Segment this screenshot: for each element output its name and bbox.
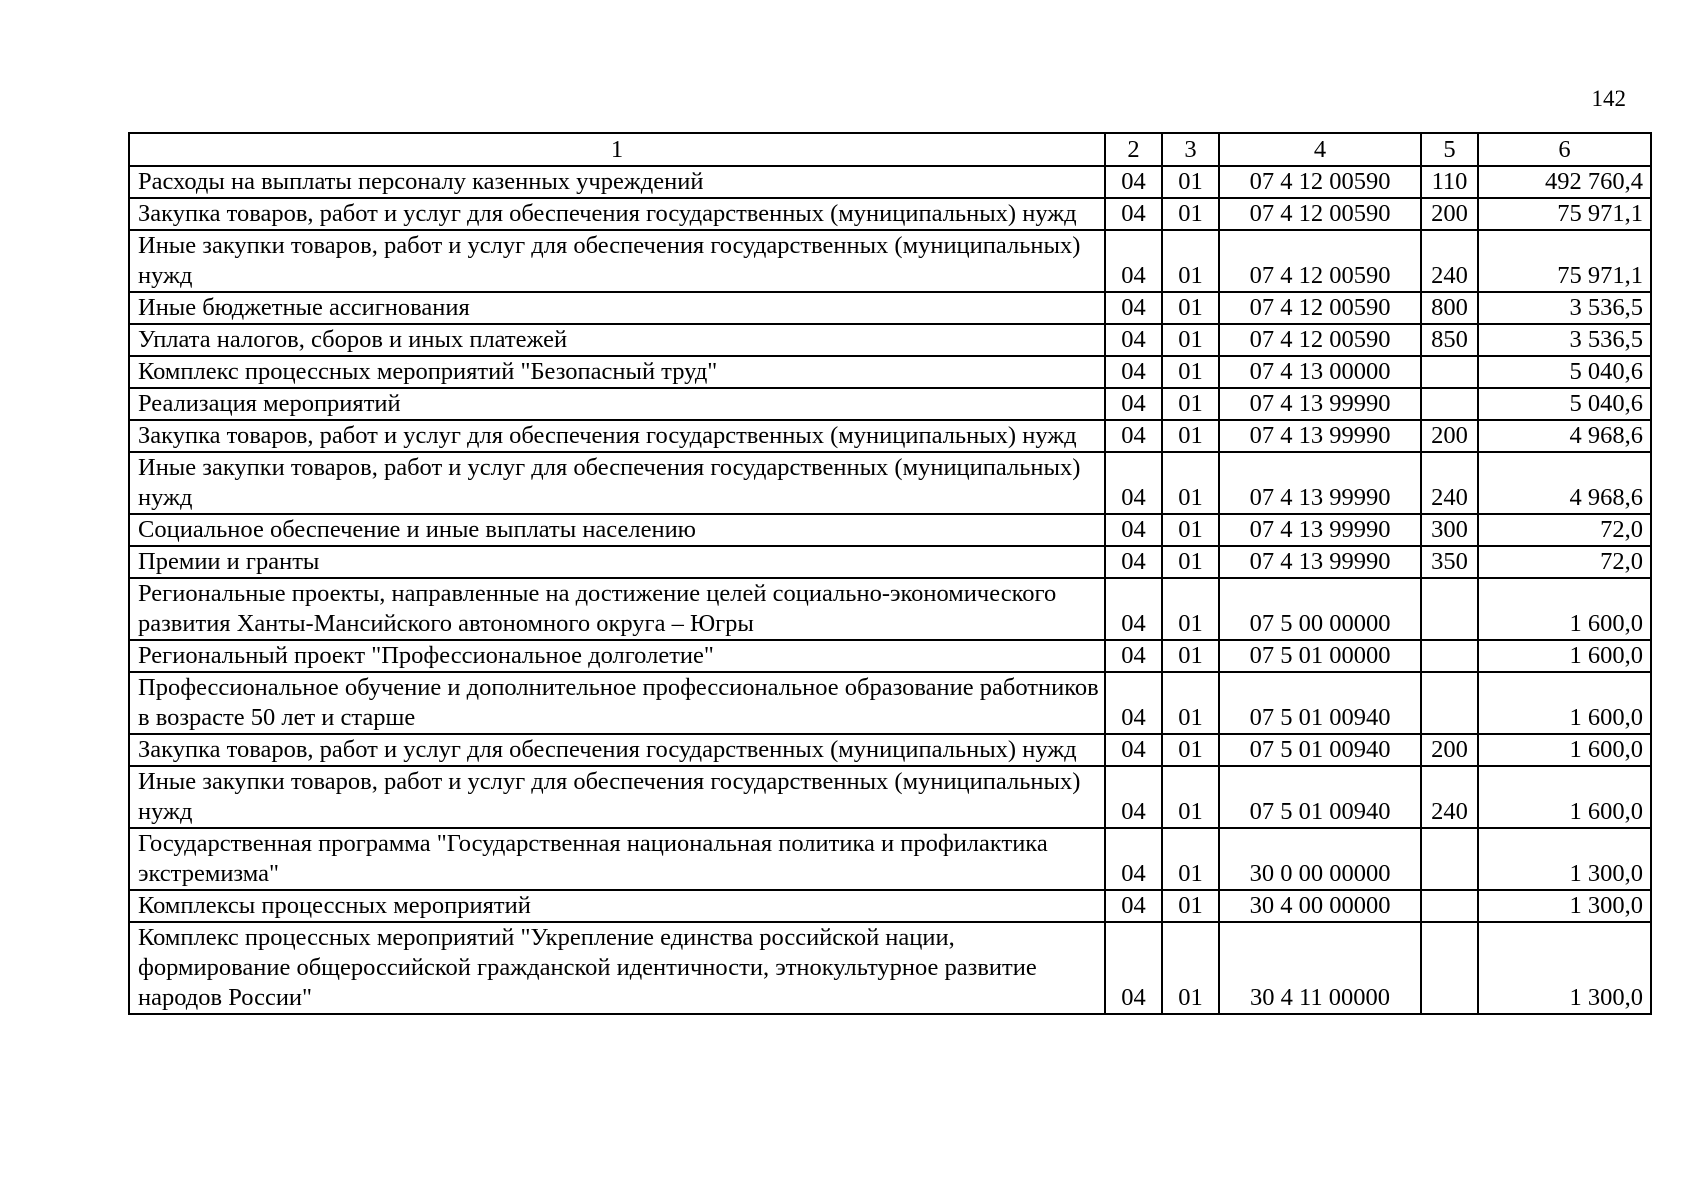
page-number: 142 <box>1591 86 1626 111</box>
cell-subsection: 01 <box>1162 546 1219 578</box>
cell-expense-type <box>1421 922 1478 1014</box>
cell-name: Иные закупки товаров, работ и услуг для обеспечения государственных (муниципальных) нужд <box>129 766 1105 828</box>
cell-section: 04 <box>1105 672 1162 734</box>
cell-expense-type <box>1421 388 1478 420</box>
cell-expense-type: 300 <box>1421 514 1478 546</box>
cell-expense-type: 200 <box>1421 198 1478 230</box>
cell-amount: 72,0 <box>1478 514 1651 546</box>
cell-section: 04 <box>1105 356 1162 388</box>
cell-amount: 1 600,0 <box>1478 734 1651 766</box>
cell-target-article: 07 4 12 00590 <box>1219 292 1421 324</box>
table-row <box>129 198 1651 230</box>
cell-expense-type <box>1421 640 1478 672</box>
cell-amount: 5 040,6 <box>1478 388 1651 420</box>
table-row <box>129 452 1651 514</box>
cell-section: 04 <box>1105 452 1162 514</box>
cell-section: 04 <box>1105 292 1162 324</box>
cell-expense-type: 240 <box>1421 766 1478 828</box>
cell-section: 04 <box>1105 922 1162 1014</box>
cell-expense-type: 800 <box>1421 292 1478 324</box>
cell-amount: 72,0 <box>1478 546 1651 578</box>
cell-subsection: 01 <box>1162 578 1219 640</box>
cell-expense-type <box>1421 890 1478 922</box>
cell-name: Комплекс процессных мероприятий "Безопасный труд" <box>129 356 1105 388</box>
cell-expense-type: 240 <box>1421 230 1478 292</box>
cell-section: 04 <box>1105 890 1162 922</box>
cell-name: Иные закупки товаров, работ и услуг для обеспечения государственных (муниципальных) нужд <box>129 230 1105 292</box>
cell-target-article: 07 5 00 00000 <box>1219 578 1421 640</box>
cell-expense-type: 350 <box>1421 546 1478 578</box>
cell-amount: 1 600,0 <box>1478 766 1651 828</box>
cell-name: Профессиональное обучение и дополнительное профессиональное образование работников в возрасте 50 лет и старше <box>129 672 1105 734</box>
header-row <box>129 133 1651 166</box>
cell-target-article: 07 4 13 99990 <box>1219 420 1421 452</box>
cell-target-article: 30 4 00 00000 <box>1219 890 1421 922</box>
cell-section: 04 <box>1105 420 1162 452</box>
cell-name: Закупка товаров, работ и услуг для обеспечения государственных (муниципальных) нужд <box>129 420 1105 452</box>
cell-amount: 5 040,6 <box>1478 356 1651 388</box>
cell-amount: 1 600,0 <box>1478 578 1651 640</box>
cell-section: 04 <box>1105 546 1162 578</box>
cell-amount: 1 300,0 <box>1478 828 1651 890</box>
cell-amount: 492 760,4 <box>1478 166 1651 198</box>
cell-amount: 4 968,6 <box>1478 452 1651 514</box>
table-row <box>129 890 1651 922</box>
cell-target-article: 07 4 12 00590 <box>1219 166 1421 198</box>
header-col-pr: 3 <box>1162 133 1219 166</box>
header-col-vr: 5 <box>1421 133 1478 166</box>
cell-subsection: 01 <box>1162 890 1219 922</box>
cell-expense-type: 200 <box>1421 420 1478 452</box>
cell-section: 04 <box>1105 578 1162 640</box>
cell-section: 04 <box>1105 198 1162 230</box>
cell-name: Расходы на выплаты персоналу казенных учреждений <box>129 166 1105 198</box>
cell-amount: 1 300,0 <box>1478 890 1651 922</box>
cell-name: Закупка товаров, работ и услуг для обеспечения государственных (муниципальных) нужд <box>129 734 1105 766</box>
cell-section: 04 <box>1105 166 1162 198</box>
cell-expense-type <box>1421 828 1478 890</box>
table-row <box>129 514 1651 546</box>
cell-expense-type: 850 <box>1421 324 1478 356</box>
table-row <box>129 922 1651 1014</box>
cell-target-article: 07 4 12 00590 <box>1219 198 1421 230</box>
cell-target-article: 07 4 13 99990 <box>1219 388 1421 420</box>
cell-subsection: 01 <box>1162 356 1219 388</box>
cell-amount: 1 600,0 <box>1478 640 1651 672</box>
table-row <box>129 734 1651 766</box>
table-row <box>129 292 1651 324</box>
cell-name: Региональный проект "Профессиональное долголетие" <box>129 640 1105 672</box>
cell-target-article: 07 4 13 99990 <box>1219 514 1421 546</box>
cell-name: Премии и гранты <box>129 546 1105 578</box>
table-row <box>129 388 1651 420</box>
header-col-csr: 4 <box>1219 133 1421 166</box>
cell-subsection: 01 <box>1162 230 1219 292</box>
cell-subsection: 01 <box>1162 766 1219 828</box>
cell-subsection: 01 <box>1162 324 1219 356</box>
cell-amount: 3 536,5 <box>1478 292 1651 324</box>
table-row <box>129 324 1651 356</box>
cell-subsection: 01 <box>1162 198 1219 230</box>
cell-target-article: 07 4 12 00590 <box>1219 230 1421 292</box>
header-col-name: 1 <box>129 133 1105 166</box>
table-row <box>129 672 1651 734</box>
cell-amount: 1 300,0 <box>1478 922 1651 1014</box>
cell-section: 04 <box>1105 640 1162 672</box>
cell-target-article: 07 4 13 00000 <box>1219 356 1421 388</box>
header-col-rz: 2 <box>1105 133 1162 166</box>
cell-name: Государственная программа "Государственная национальная политика и профилактика экстремизма" <box>129 828 1105 890</box>
cell-amount: 1 600,0 <box>1478 672 1651 734</box>
cell-target-article: 07 5 01 00000 <box>1219 640 1421 672</box>
cell-amount: 4 968,6 <box>1478 420 1651 452</box>
cell-subsection: 01 <box>1162 640 1219 672</box>
cell-subsection: 01 <box>1162 166 1219 198</box>
cell-section: 04 <box>1105 734 1162 766</box>
cell-section: 04 <box>1105 766 1162 828</box>
cell-name: Социальное обеспечение и иные выплаты населению <box>129 514 1105 546</box>
budget-table <box>128 132 1652 1015</box>
table-row <box>129 578 1651 640</box>
cell-subsection: 01 <box>1162 420 1219 452</box>
cell-subsection: 01 <box>1162 452 1219 514</box>
cell-subsection: 01 <box>1162 922 1219 1014</box>
cell-section: 04 <box>1105 828 1162 890</box>
cell-expense-type: 200 <box>1421 734 1478 766</box>
table-row <box>129 546 1651 578</box>
table-header <box>129 133 1651 166</box>
cell-target-article: 07 5 01 00940 <box>1219 766 1421 828</box>
cell-name: Реализация мероприятий <box>129 388 1105 420</box>
cell-amount: 3 536,5 <box>1478 324 1651 356</box>
cell-target-article: 07 4 13 99990 <box>1219 546 1421 578</box>
cell-name: Комплексы процессных мероприятий <box>129 890 1105 922</box>
table-row <box>129 640 1651 672</box>
cell-name: Комплекс процессных мероприятий "Укрепление единства российской нации, формирование общероссийской гражданской идентичности, этнокультурное развитие народов России" <box>129 922 1105 1014</box>
cell-name: Региональные проекты, направленные на достижение целей социально-экономического развития Ханты-Мансийского автономного округа – Югры <box>129 578 1105 640</box>
cell-target-article: 07 4 13 99990 <box>1219 452 1421 514</box>
cell-target-article: 07 5 01 00940 <box>1219 734 1421 766</box>
cell-target-article: 30 0 00 00000 <box>1219 828 1421 890</box>
cell-amount: 75 971,1 <box>1478 230 1651 292</box>
cell-name: Закупка товаров, работ и услуг для обеспечения государственных (муниципальных) нужд <box>129 198 1105 230</box>
table-row <box>129 828 1651 890</box>
cell-expense-type <box>1421 356 1478 388</box>
cell-subsection: 01 <box>1162 292 1219 324</box>
cell-name: Иные бюджетные ассигнования <box>129 292 1105 324</box>
cell-section: 04 <box>1105 514 1162 546</box>
cell-section: 04 <box>1105 230 1162 292</box>
table-row <box>129 420 1651 452</box>
cell-target-article: 07 4 12 00590 <box>1219 324 1421 356</box>
cell-name: Иные закупки товаров, работ и услуг для обеспечения государственных (муниципальных) нужд <box>129 452 1105 514</box>
cell-section: 04 <box>1105 324 1162 356</box>
cell-expense-type: 110 <box>1421 166 1478 198</box>
table-row <box>129 230 1651 292</box>
cell-subsection: 01 <box>1162 388 1219 420</box>
header-col-sum: 6 <box>1478 133 1651 166</box>
table-body <box>129 166 1651 1014</box>
cell-subsection: 01 <box>1162 514 1219 546</box>
cell-target-article: 30 4 11 00000 <box>1219 922 1421 1014</box>
table-row <box>129 356 1651 388</box>
cell-target-article: 07 5 01 00940 <box>1219 672 1421 734</box>
table-row <box>129 166 1651 198</box>
cell-subsection: 01 <box>1162 828 1219 890</box>
cell-amount: 75 971,1 <box>1478 198 1651 230</box>
cell-expense-type <box>1421 672 1478 734</box>
table-row <box>129 766 1651 828</box>
cell-name: Уплата налогов, сборов и иных платежей <box>129 324 1105 356</box>
cell-expense-type: 240 <box>1421 452 1478 514</box>
cell-subsection: 01 <box>1162 734 1219 766</box>
cell-subsection: 01 <box>1162 672 1219 734</box>
cell-section: 04 <box>1105 388 1162 420</box>
cell-expense-type <box>1421 578 1478 640</box>
